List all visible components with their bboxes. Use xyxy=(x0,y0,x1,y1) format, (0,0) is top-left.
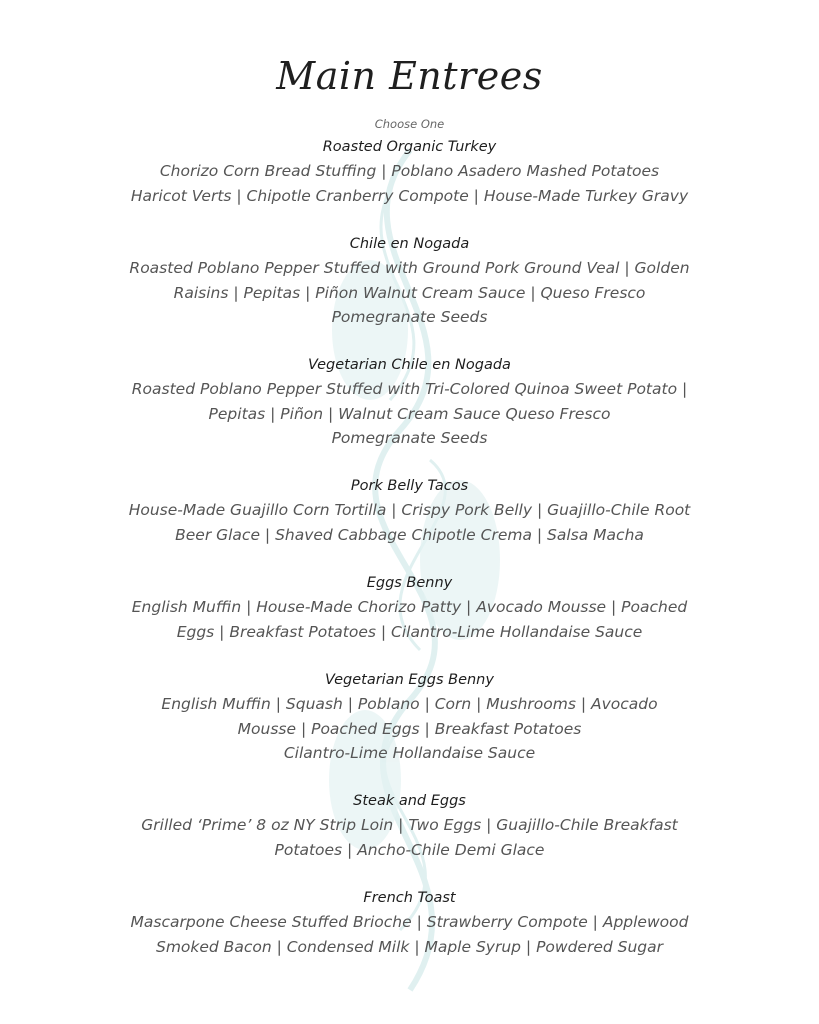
description-line: English Muffin | House-Made Chorizo Patty | Avocado Mousse | Poached xyxy=(131,598,688,616)
item-description xyxy=(110,910,709,959)
description-line: Pomegranate Seeds xyxy=(331,429,488,447)
description-line: Raisins | Pepitas | Piñon Walnut Cream Sauce | Queso Fresco xyxy=(173,283,646,302)
menu-item xyxy=(110,354,709,451)
item-description xyxy=(110,813,709,862)
item-description xyxy=(110,256,709,330)
item-description xyxy=(110,159,709,208)
description-line: Chorizo Corn Bread Stuffing | Poblano Asadero Mashed Potatoes xyxy=(159,162,660,180)
item-description xyxy=(110,692,709,766)
menu-item xyxy=(110,136,709,208)
menu-item xyxy=(110,572,709,644)
menu-item xyxy=(110,887,709,959)
item-name: Steak and Eggs xyxy=(353,793,466,809)
item-name: Vegetarian Eggs Benny xyxy=(325,672,494,688)
item-name: Eggs Benny xyxy=(366,575,453,591)
item-description xyxy=(110,377,709,451)
item-name: Vegetarian Chile en Nogada xyxy=(308,357,511,373)
description-line: Pepitas | Piñon | Walnut Cream Sauce Queso Fresco xyxy=(208,404,611,423)
item-name: Roasted Organic Turkey xyxy=(322,139,497,155)
item-description xyxy=(110,595,709,644)
description-line: Mousse | Poached Eggs | Breakfast Potatoes xyxy=(237,719,582,738)
page-title: Main Entrees xyxy=(276,54,543,98)
menu-item xyxy=(110,669,709,766)
description-line: Grilled ‘Prime’ 8 oz NY Strip Loin | Two Eggs | Guajillo-Chile Breakfast xyxy=(141,816,678,834)
description-line: Eggs | Breakfast Potatoes | Cilantro-Lime Hollandaise Sauce xyxy=(176,622,643,641)
description-line: Smoked Bacon | Condensed Milk | Maple Syrup | Powdered Sugar xyxy=(155,937,663,956)
item-name: Pork Belly Tacos xyxy=(350,478,469,494)
description-line: English Muffin | Squash | Poblano | Corn | Mushrooms | Avocado xyxy=(161,695,658,713)
menu-item xyxy=(110,233,709,330)
description-line: Pomegranate Seeds xyxy=(331,308,488,326)
menu-item xyxy=(110,790,709,862)
menu-item xyxy=(110,475,709,547)
description-line: Beer Glace | Shaved Cabbage Chipotle Crema | Salsa Macha xyxy=(175,525,644,544)
description-line: Roasted Poblano Pepper Stuffed with Tri-Colored Quinoa Sweet Potato | xyxy=(131,380,688,398)
description-line: House-Made Guajillo Corn Tortilla | Crispy Pork Belly | Guajillo-Chile Root xyxy=(128,501,691,519)
item-name: French Toast xyxy=(363,890,456,906)
description-line: Cilantro-Lime Hollandaise Sauce xyxy=(283,744,536,762)
item-description xyxy=(110,498,709,547)
page-subtitle: Choose One xyxy=(374,117,445,131)
description-line: Roasted Poblano Pepper Stuffed with Ground Pork Ground Veal | Golden xyxy=(129,259,690,277)
description-line: Mascarpone Cheese Stuffed Brioche | Strawberry Compote | Applewood xyxy=(130,913,689,931)
description-line: Haricot Verts | Chipotle Cranberry Compote | House-Made Turkey Gravy xyxy=(130,186,689,205)
description-line: Potatoes | Ancho-Chile Demi Glace xyxy=(274,840,545,859)
item-name: Chile en Nogada xyxy=(349,236,470,252)
